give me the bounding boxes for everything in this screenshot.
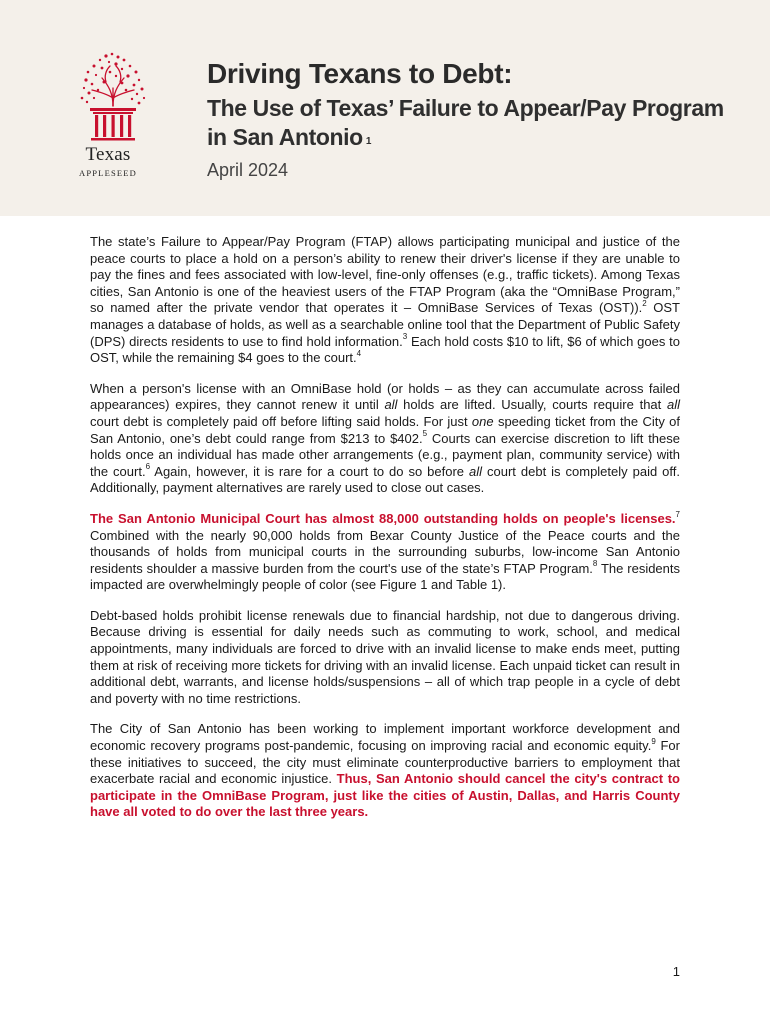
page-title: Driving Texans to Debt: (207, 58, 513, 89)
p5-text-b: For these initiatives to succeed, the city must eliminate counterproductive barriers to employment that exacerbate racial and economic injustice. (90, 738, 680, 787)
logo-wordmark: Texas (85, 144, 131, 165)
body-text (90, 234, 680, 835)
footnote-marker: 2 (642, 299, 647, 309)
p5-text-a: The City of San Antonio has been working to implement important workforce development and economic recovery programs post-pandemic, focusing on improving racial and economic equity. (90, 721, 680, 754)
p2-italic: all (469, 463, 483, 479)
p2-text-a: When a person's license with an OmniBase hold (or holds – as they can accumulate across failed appearances) expires, they cannot renew it until (90, 380, 680, 413)
footnote-marker: 8 (592, 559, 598, 569)
p2-text-d: speeding ticket from the City of San Antonio, one’s debt could range from $213 to $402. (90, 413, 680, 446)
paragraph-4: Debt-based holds prohibit license renewals due to financial hardship, not due to dangerous driving. Because driving is essential for daily needs such as commuting to work, school, and medical appointments, many individuals are forced to drive with an invalid license to make ends meet, putting them at risk of receiving more tickets for driving with an invalid license. Each unpaid ticket can result in additional debt, warrants, and license holds/suspensions – all of which trap people in a cycle of debt and poverty with no time restrictions. (90, 607, 680, 706)
p1-text-b: OST manages a database of holds, as well as a searchable online tool that the Department of Public Safety (DPS) directs residents to use to find hold information. (90, 300, 680, 349)
footnote-marker: 7 (675, 509, 680, 519)
p2-italic: one (471, 413, 494, 429)
footnote-marker: 5 (422, 429, 428, 439)
paragraph-5 (90, 721, 680, 821)
footnote-marker: 4 (356, 348, 362, 358)
p1-text-a: The state’s Failure to Appear/Pay Program (FTAP) allows participating municipal and justice of the peace courts to place a hold on a person’s ability to renew their driver's license if they are unable to pay the fines and fees associated with low-level, fine-only offenses (e.g., traffic tickets). Among Texas cities, San Antonio is one of the heaviest users of the FTAP Program (aka the “OmniBase Program,” so named after the private vendor that operates it – OmniBase Services of Texas (OST)). (90, 234, 680, 316)
publication-date: April 2024 (207, 160, 289, 180)
p5-highlight: Thus, San Antonio should cancel the city's contract to participate in the OmniBase Program, just like the cities of Austin, Dallas, and Harris County have all voted to do over the last three years. (90, 771, 680, 820)
p3-highlight: The San Antonio Municipal Court has almost 88,000 outstanding holds on people's licenses. (90, 510, 676, 526)
p2-text-g: court debt is completely paid off. Additionally, payment alternatives are rarely used to close out cases. (90, 463, 680, 496)
p2-text-e: Courts can exercise discretion to lift these holds once an individual has made other arrangements (e.g., payment plan, community service) with the court. (90, 430, 680, 479)
p2-italic: all (666, 397, 680, 413)
p3-text-a: Combined with the nearly 90,000 holds from Bexar County Justice of the Peace courts and the thousands of holds from municipal courts in the surrounding suburbs, low-income San Antonio residents shoulder a massive burden from the court's use of the state’s FTAP Program. (90, 527, 680, 576)
p2-italic: all (384, 397, 398, 413)
header-band (0, 0, 770, 216)
p1-text-c: Each hold costs $10 to lift, $6 of which goes to OST, while the remaining $4 goes to the court. (90, 333, 680, 366)
footnote-marker: 3 (402, 332, 408, 342)
appleseed-tree-icon (76, 48, 172, 148)
texas-appleseed-logo (76, 48, 172, 184)
p2-text-f: Again, however, it is rare for a court to do so before (150, 463, 470, 479)
p2-text-c: court debt is completely paid off before lifting said holds. For just (90, 413, 472, 429)
page-subtitle (207, 94, 727, 152)
page-number: 1 (672, 964, 680, 979)
subtitle-footnote-marker: 1 (365, 136, 371, 147)
logo-subtext: APPLESEED (78, 168, 138, 178)
footnote-marker: 9 (651, 736, 656, 746)
p2-text-b: holds are lifted. Usually, courts require that (397, 397, 667, 413)
p3-text-b: The residents impacted are overwhelmingly people of color (see Figure 1 and Table 1). (90, 560, 681, 593)
subtitle-text: The Use of Texas’ Failure to Appear/Pay Program in San Antonio (207, 95, 724, 150)
paragraph-1 (90, 234, 680, 367)
footnote-marker: 6 (145, 462, 151, 472)
paragraph-3 (90, 511, 680, 594)
paragraph-2 (90, 381, 680, 497)
